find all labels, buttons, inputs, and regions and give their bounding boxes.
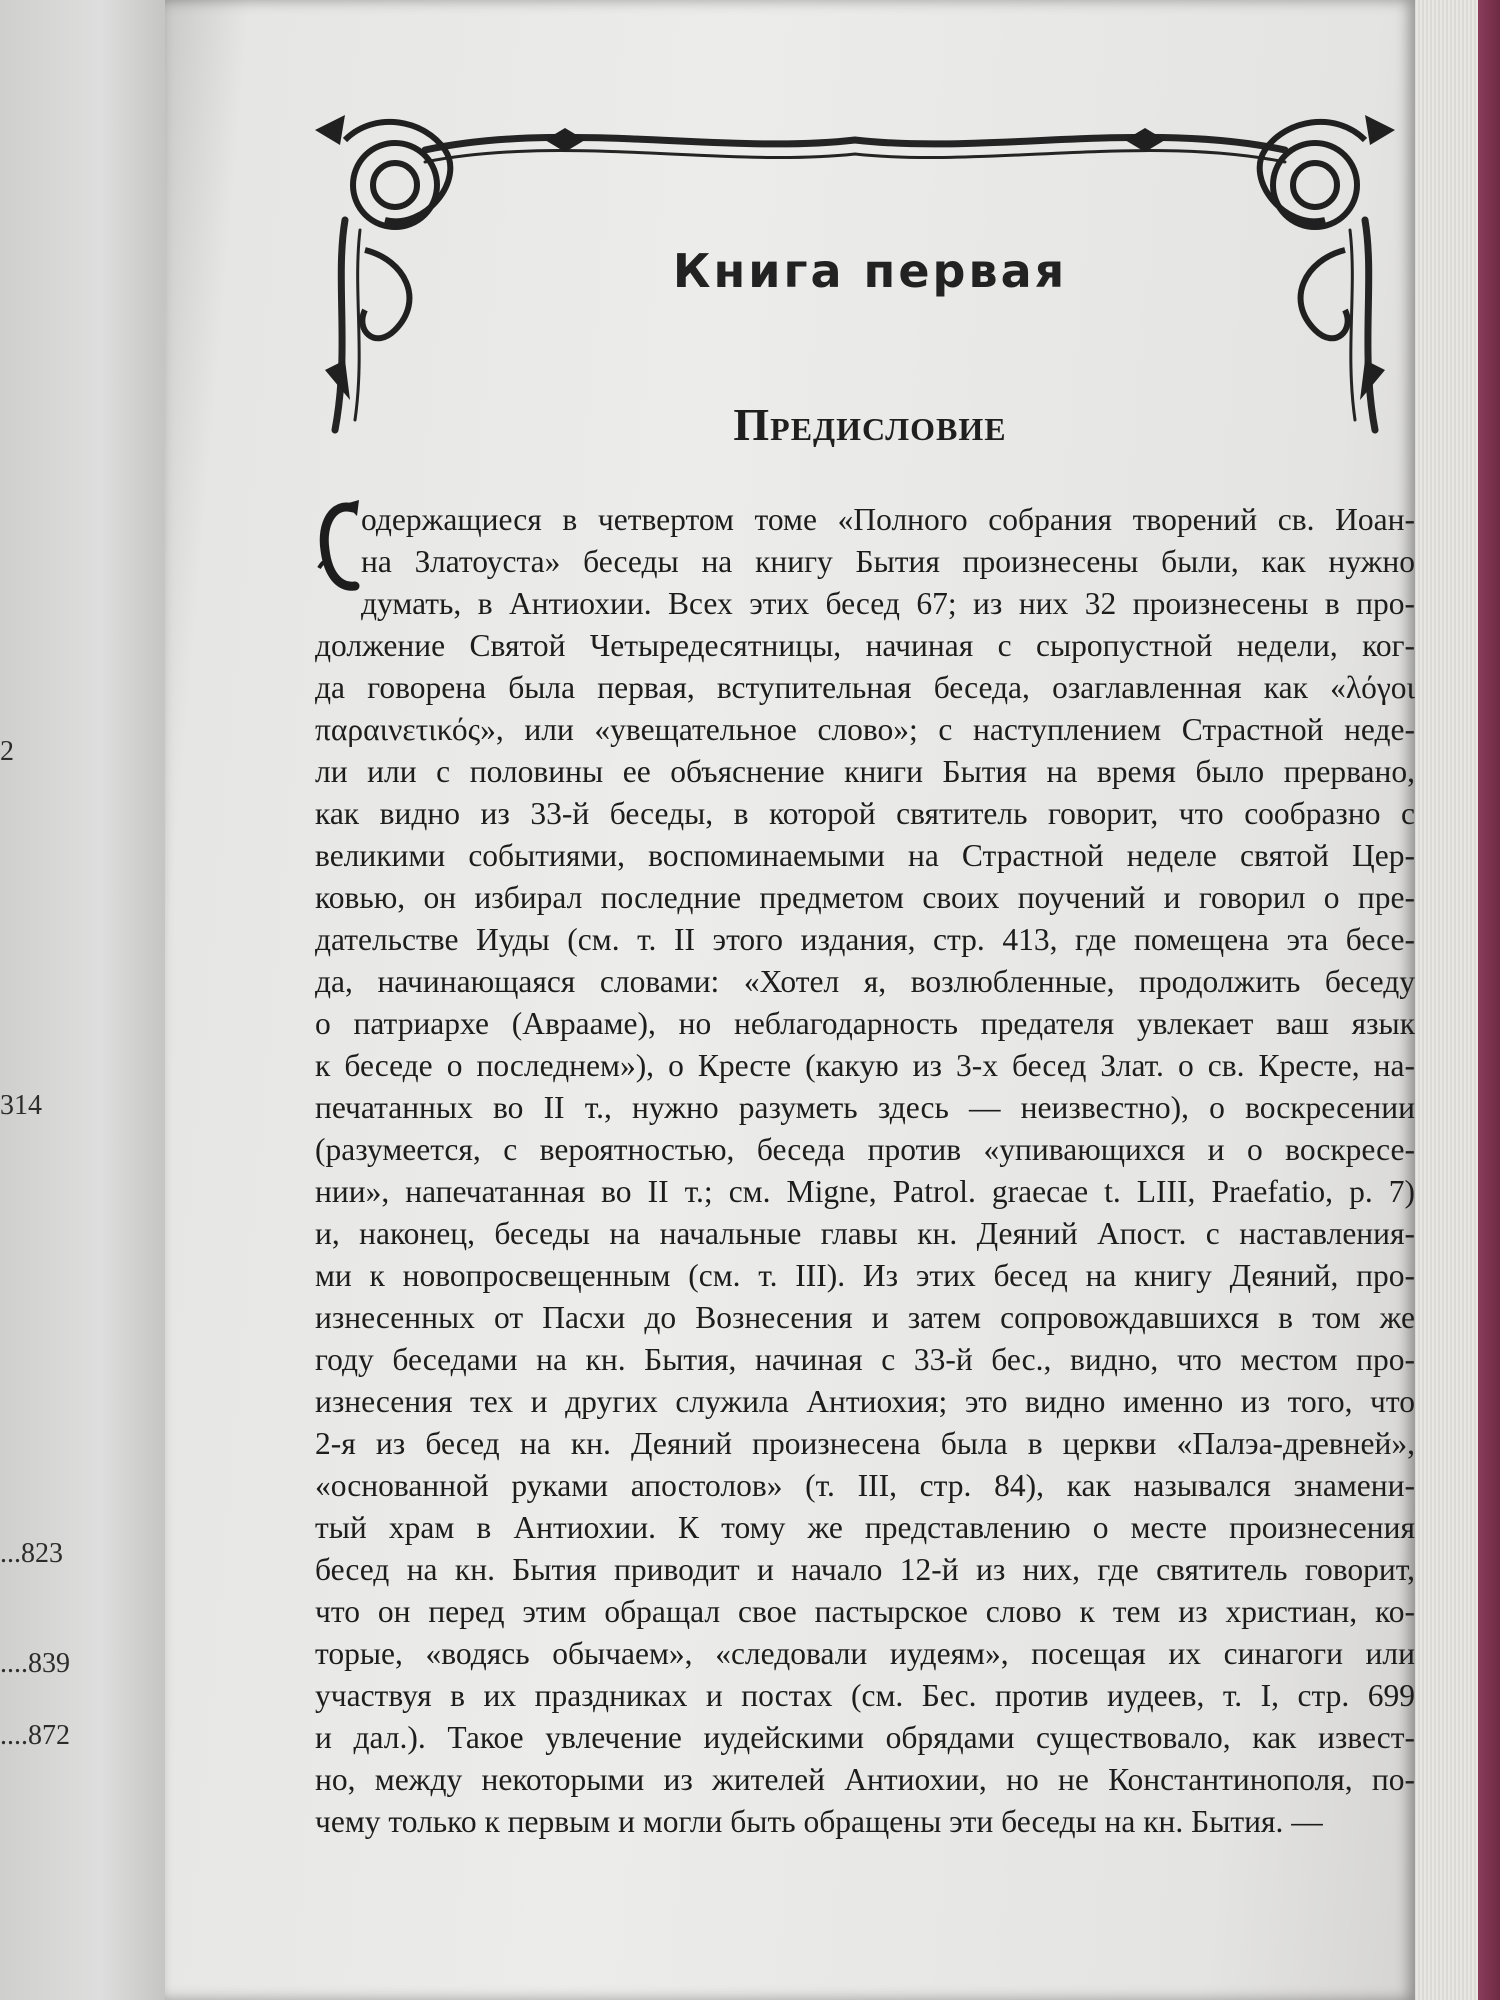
text-line: чему только к первым и могли быть обращены эти беседы на кн. Бытия. — [315,1804,1323,1839]
left-page-number: ...823 [0,1538,63,1569]
text-line: году беседами на кн. Бытия, начиная с 33-й бес., видно, что местом про- [315,1342,1415,1377]
text-line: тый храм в Антиохии. К тому же представлению о месте произнесения [315,1510,1415,1545]
book-title: Книга первая [672,244,1068,298]
text-line: изнесенных от Пасхи до Вознесения и затем сопровождавшихся в том же [315,1300,1415,1335]
right-page [165,0,1415,2000]
text-line: изнесения тех и других служила Антиохия; это видно именно из того, что [315,1384,1415,1419]
left-page-numbers [0,0,168,2000]
book-cover-edge [1478,0,1500,2000]
left-page-number: 314 [0,1090,42,1121]
left-page-number: 2 [0,736,14,767]
text-line: ли или с половины ее объяснение книги Бытия на время было прервано, [315,754,1415,789]
text-line: (разумеется, с вероятностью, беседа против «упивающихся и о воскресе- [315,1132,1415,1167]
text-line: великими событиями, воспоминаемыми на Страстной неделе святой Цер- [315,838,1415,873]
text-line: о патриархе (Аврааме), но неблагодарность предателя увлекает ваш язык [315,1006,1415,1041]
text-line: и дал.). Такое увлечение иудейскими обрядами существовало, как извест- [315,1720,1415,1755]
text-line: как видно из 33-й беседы, в которой святитель говорит, что сообразно с [315,796,1415,831]
text-line: к беседе о последнем»), о Кресте (какую из 3-х бесед Злат. о св. Кресте, на- [315,1048,1415,1083]
text-line: думать, в Антиохии. Всех этих бесед 67; из них 32 произнесены в про- [361,586,1415,621]
text-line: 2-я из бесед на кн. Деяний произнесена была в церкви «Палэа-древней», [315,1426,1415,1461]
left-page-number: ....839 [0,1648,70,1679]
text-line: нии», напечатанная во II т.; см. Migne, Patrol. graecae t. LIII, Praefatio, p. 7) [315,1174,1415,1209]
text-line: одержащиеся в четвертом томе «Полного собрания творений св. Иоан- [361,502,1415,537]
text-line: бесед на кн. Бытия приводит и начало 12-й из них, где святитель говорит, [315,1552,1415,1587]
text-line: участвуя в их праздниках и постах (см. Бес. против иудеев, т. I, стр. 699 [315,1678,1415,1713]
section-title: Предисловие [733,399,1007,450]
text-line: печатанных во II т., нужно разуметь здесь — неизвестно), о воскресении [315,1090,1415,1125]
text-line: да говорена была первая, вступительная беседа, озаглавленная как «λόγοι [315,670,1415,705]
left-page [0,0,169,2000]
text-line: ми к новопросвещенным (см. т. III). Из этих бесед на книгу Деяний, про- [315,1258,1415,1293]
text-line: παραινετικός», или «увещательное слово»; с наступлением Страстной неде- [315,712,1415,747]
text-line: торые, «водясь обычаем», «следовали иудеям», посещая их синагоги или [315,1636,1415,1671]
text-line: должение Святой Четыредесятницы, начиная с сыропустной недели, ког- [315,628,1415,663]
text-line: но, между некоторыми из жителей Антиохии, но не Константинополя, по- [315,1762,1415,1797]
text-line: на Златоуста» беседы на книгу Бытия произнесены были, как нужно [361,544,1415,579]
text-line: что он перед этим обращал свое пастырское слово к тем из христиан, ко- [315,1594,1415,1629]
text-line: и, наконец, беседы на начальные главы кн. Деяний Апост. с наставления- [315,1216,1415,1251]
text-line: да, начинающаяся словами: «Хотел я, возлюбленные, продолжить беседу [315,964,1415,999]
text-line: дательстве Иуды (см. т. II этого издания, стр. 413, где помещена эта бесе- [315,922,1415,957]
text-line: «основанной руками апостолов» (т. III, стр. 84), как назывался знамени- [315,1468,1415,1503]
text-line: ковью, он избирал последние предметом своих поучений и говорил о пре- [315,880,1415,915]
left-page-number: ....872 [0,1720,70,1751]
